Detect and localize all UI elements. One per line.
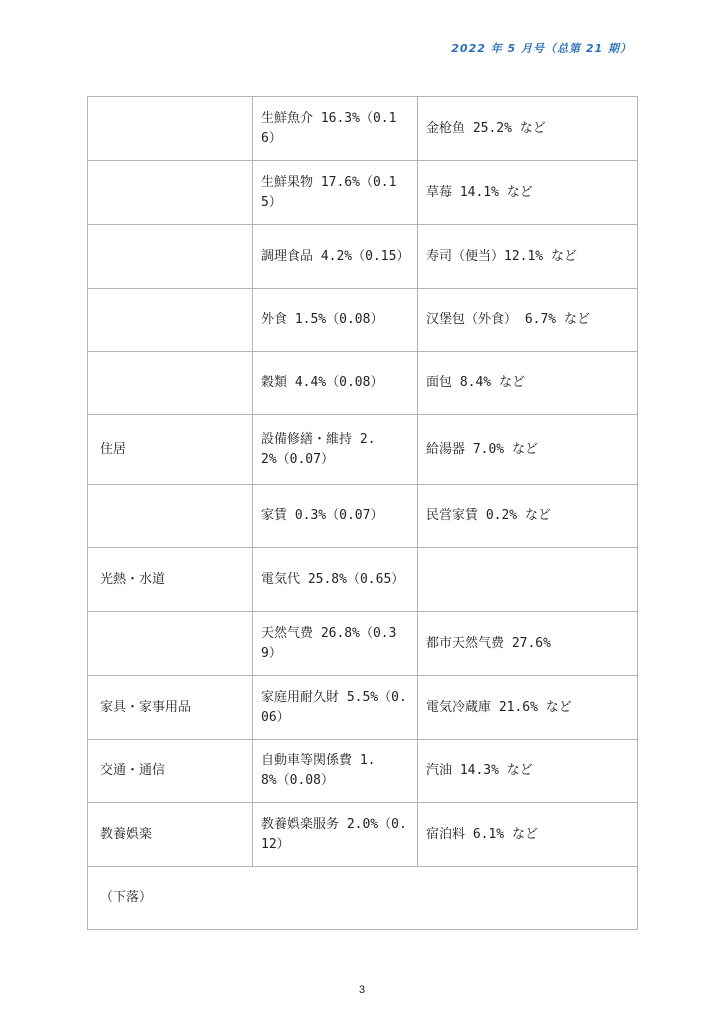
item-cell: 天然气费 26.8%（0.39） xyxy=(253,612,418,676)
issue-label: 2022 年 5 月号（总第 21 期） xyxy=(451,42,632,55)
category-cell: 交通・通信 xyxy=(88,740,253,803)
item-cell: 自動車等関係費 1.8%（0.08） xyxy=(253,740,418,803)
category-cell: 教養娯楽 xyxy=(88,803,253,867)
table-row xyxy=(88,289,638,352)
item-cell: 生鮮魚介 16.3%（0.16） xyxy=(253,97,418,161)
category-cell: 光熱・水道 xyxy=(88,548,253,612)
category-cell xyxy=(88,289,253,352)
item-cell: 穀類 4.4%（0.08） xyxy=(253,352,418,415)
table-row xyxy=(88,352,638,415)
item-cell: 設備修繕・維持 2.2%（0.07） xyxy=(253,415,418,485)
example-cell: 寿司（便当）12.1% など xyxy=(418,225,638,289)
category-cell xyxy=(88,352,253,415)
item-cell: 家庭用耐久財 5.5%（0.06） xyxy=(253,676,418,740)
example-cell: 草莓 14.1% など xyxy=(418,161,638,225)
category-cell xyxy=(88,161,253,225)
table-row xyxy=(88,612,638,676)
table-row xyxy=(88,415,638,485)
example-cell xyxy=(418,548,638,612)
category-cell xyxy=(88,225,253,289)
table-row xyxy=(88,803,638,867)
example-cell: 面包 8.4% など xyxy=(418,352,638,415)
item-cell: 生鮮果物 17.6%（0.15） xyxy=(253,161,418,225)
category-cell: 家具・家事用品 xyxy=(88,676,253,740)
table-row xyxy=(88,485,638,548)
item-cell: 外食 1.5%（0.08） xyxy=(253,289,418,352)
example-cell: 都市天然气费 27.6% xyxy=(418,612,638,676)
example-cell: 給湯器 7.0% など xyxy=(418,415,638,485)
table-row xyxy=(88,225,638,289)
example-cell: 汉堡包（外食） 6.7% など xyxy=(418,289,638,352)
category-cell xyxy=(88,612,253,676)
price-table xyxy=(87,96,638,930)
page-number: 3 xyxy=(358,984,366,996)
item-cell: 調理食品 4.2%（0.15） xyxy=(253,225,418,289)
table-row xyxy=(88,740,638,803)
item-cell: 家賃 0.3%（0.07） xyxy=(253,485,418,548)
example-cell: 電気冷蔵庫 21.6% など xyxy=(418,676,638,740)
table-row xyxy=(88,97,638,161)
category-cell xyxy=(88,485,253,548)
item-cell: 電気代 25.8%（0.65） xyxy=(253,548,418,612)
item-cell: 教養娯楽服务 2.0%（0.12） xyxy=(253,803,418,867)
example-cell: 汽油 14.3% など xyxy=(418,740,638,803)
table-row-footer xyxy=(88,867,638,930)
example-cell: 宿泊料 6.1% など xyxy=(418,803,638,867)
category-cell: 住居 xyxy=(88,415,253,485)
category-cell xyxy=(88,97,253,161)
example-cell: 金枪鱼 25.2% など xyxy=(418,97,638,161)
table-row xyxy=(88,676,638,740)
table-row xyxy=(88,161,638,225)
table-row xyxy=(88,548,638,612)
example-cell: 民営家賃 0.2% など xyxy=(418,485,638,548)
decline-label: （下落） xyxy=(88,867,638,930)
